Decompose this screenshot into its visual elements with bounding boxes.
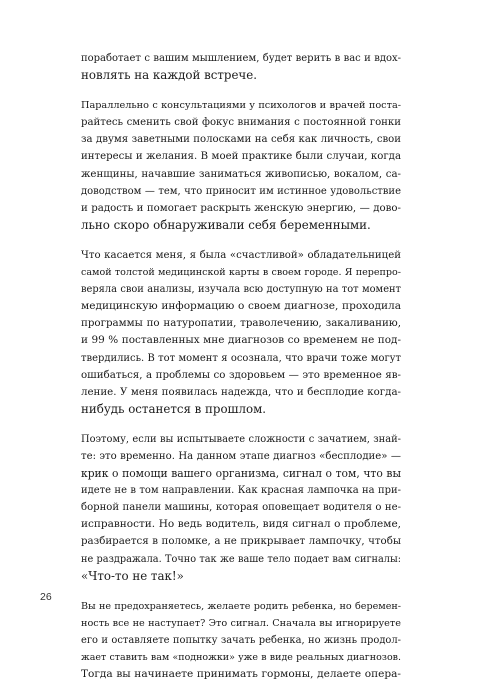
text-line: интересы и желания. В моей практике были случаи, когда (81, 151, 401, 163)
text-line: райтесь сменить свой фокус внимания с постоянной гонки (81, 117, 401, 129)
text-line: Параллельно с консультациями у психологов и врачей поста- (81, 100, 401, 112)
text-line: за двумя заветными полосками на себя как личность, свои (81, 134, 401, 146)
paragraph-1 (81, 50, 401, 84)
text-line: льно скоро обнаруживали себя беременными. (81, 217, 371, 232)
text-line: разбирается в поломке, а не прикрывает лампочку, чтобы (81, 536, 401, 548)
text-line: нибудь останется в прошлом. (81, 401, 267, 416)
paragraph-2 (81, 97, 401, 234)
text-line: доводством — тем, что приносит им истинное удовольствие (81, 185, 401, 197)
text-line: борной панели машины, которая оповещает водителя о не- (81, 502, 401, 514)
text-line: Поэтому, если вы испытываете сложности с зачатием, знай- (81, 433, 401, 445)
paragraph-4 (81, 431, 401, 585)
text-line: ление. У меня появилась надежда, что и бесплодие когда- (81, 386, 401, 398)
text-line: женщины, начавшие заниматься живописью, вокалом, са- (81, 168, 401, 180)
text-line: и 99 % поставленных мне диагнозов со временем не под- (81, 334, 401, 347)
body-text (81, 50, 401, 696)
paragraph-3 (81, 247, 401, 418)
paragraph-5 (81, 598, 401, 683)
text-line: самой толстой медицинской карты в своем городе. Я перепро- (81, 267, 401, 279)
text-line: не раздражала. Точно так же ваше тело подает вам сигналы: (81, 553, 401, 565)
text-line: те: это временно. На данном этапе диагноз «бесплодие» — (81, 450, 401, 462)
text-line: ность все не наступает? Это сигнал. Сначала вы игнорируете (81, 617, 401, 629)
text-line: исправности. Но ведь водитель, видя сигнал о проблеме, (81, 518, 401, 531)
text-line: твердились. В тот момент я осознала, что врачи тоже могут (81, 352, 401, 364)
page-number: 26 (40, 591, 52, 603)
text-line: поработает с вашим мышлением, будет верить в вас и вдох- (81, 53, 401, 64)
text-line: Что касается меня, я была «счастливой» обладательницей (81, 249, 401, 261)
text-line: Тогда вы начинаете принимать гормоны, делаете опера- (81, 668, 401, 681)
text-line: «Что-то не так!» (81, 568, 184, 583)
text-line: жает ставить вам «подножки» уже в виде реальных диагнозов. (81, 652, 401, 663)
text-line: программы по натуропатии, траволечению, закаливанию, (81, 317, 401, 330)
text-line: Вы не предохраняетесь, желаете родить ребенка, но беремен- (81, 600, 401, 612)
text-line: крик о помощи вашего организма, сигнал о том, что вы (81, 467, 401, 481)
text-line: новлять на каждой встрече. (81, 68, 257, 83)
text-line: веряла свои анализы, изучала всю доступную на тот момент (81, 284, 401, 296)
text-line: ошибаться, а проблемы со здоровьем — это временное яв- (81, 368, 401, 381)
text-line: и радость и помогает раскрыть женскую энергию, — дово- (81, 202, 401, 214)
text-line: медицинскую информацию о своем диагнозе, проходила (81, 300, 401, 313)
text-line: идете не в том направлении. Как красная лампочка на при- (81, 485, 401, 497)
text-line: его и оставляете попытку зачать ребенка, но жизнь продол- (81, 634, 401, 646)
